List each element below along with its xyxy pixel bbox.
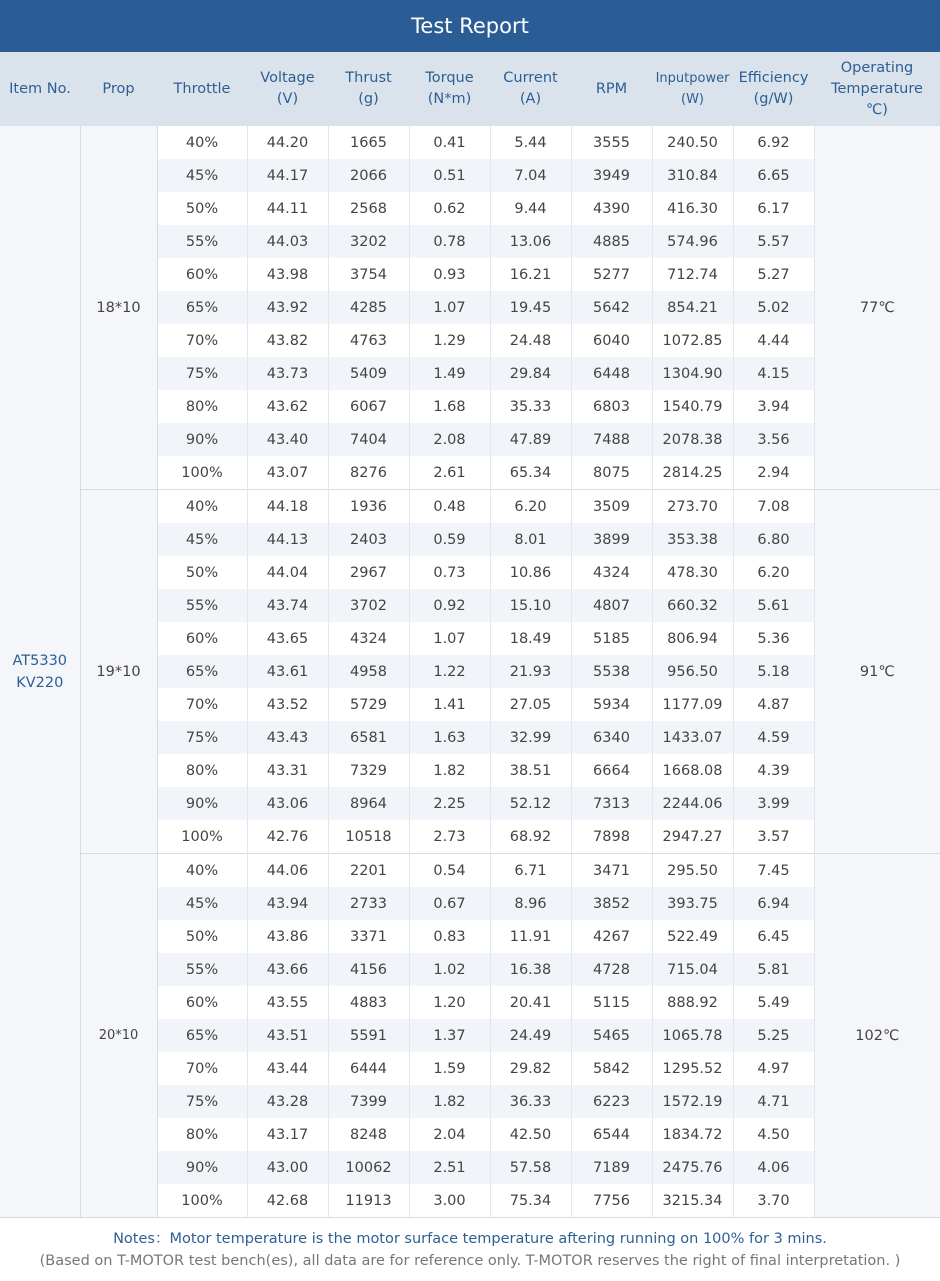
thrust-cell: 8248 bbox=[328, 1118, 409, 1151]
current-cell: 68.92 bbox=[490, 820, 571, 854]
inputpower-cell: 1668.08 bbox=[652, 754, 733, 787]
thrust-cell: 8276 bbox=[328, 456, 409, 490]
thrust-cell: 10518 bbox=[328, 820, 409, 854]
rpm-cell: 5642 bbox=[571, 291, 652, 324]
inputpower-cell: 1065.78 bbox=[652, 1019, 733, 1052]
inputpower-cell: 2475.76 bbox=[652, 1151, 733, 1184]
thrust-cell: 5591 bbox=[328, 1019, 409, 1052]
inputpower-cell: 1834.72 bbox=[652, 1118, 733, 1151]
inputpower-cell: 310.84 bbox=[652, 159, 733, 192]
thrust-cell: 2066 bbox=[328, 159, 409, 192]
rpm-cell: 4807 bbox=[571, 589, 652, 622]
notes-line-1: Notes：Motor temperature is the motor surface temperature aftering running on 100% for 3 mins. bbox=[113, 1230, 827, 1247]
thrust-cell: 2733 bbox=[328, 887, 409, 920]
item-model: AT5330 bbox=[12, 652, 68, 669]
throttle-cell: 50% bbox=[157, 920, 247, 953]
item-kv: KV220 bbox=[16, 674, 64, 691]
current-cell: 38.51 bbox=[490, 754, 571, 787]
torque-cell: 0.54 bbox=[409, 854, 490, 888]
thrust-cell: 3754 bbox=[328, 258, 409, 291]
throttle-cell: 70% bbox=[157, 688, 247, 721]
throttle-cell: 100% bbox=[157, 1184, 247, 1217]
rpm-cell: 7898 bbox=[571, 820, 652, 854]
torque-cell: 3.00 bbox=[409, 1184, 490, 1217]
thrust-cell: 10062 bbox=[328, 1151, 409, 1184]
current-cell: 42.50 bbox=[490, 1118, 571, 1151]
inputpower-cell: 2814.25 bbox=[652, 456, 733, 490]
efficiency-cell: 6.17 bbox=[733, 192, 814, 225]
thrust-cell: 7329 bbox=[328, 754, 409, 787]
test-report-table bbox=[0, 52, 940, 1217]
torque-cell: 0.93 bbox=[409, 258, 490, 291]
thrust-cell: 4763 bbox=[328, 324, 409, 357]
voltage-cell: 43.51 bbox=[247, 1019, 328, 1052]
throttle-cell: 50% bbox=[157, 556, 247, 589]
rpm-cell: 3509 bbox=[571, 490, 652, 524]
rpm-cell: 5934 bbox=[571, 688, 652, 721]
rpm-cell: 3949 bbox=[571, 159, 652, 192]
torque-cell: 0.41 bbox=[409, 126, 490, 159]
efficiency-cell: 6.20 bbox=[733, 556, 814, 589]
header-prop: Prop bbox=[80, 52, 157, 126]
header-rpm: RPM bbox=[571, 52, 652, 126]
torque-cell: 2.08 bbox=[409, 423, 490, 456]
report-title: Test Report bbox=[411, 14, 529, 38]
rpm-cell: 8075 bbox=[571, 456, 652, 490]
inputpower-cell: 295.50 bbox=[652, 854, 733, 888]
thrust-cell: 7404 bbox=[328, 423, 409, 456]
throttle-cell: 55% bbox=[157, 589, 247, 622]
torque-cell: 0.92 bbox=[409, 589, 490, 622]
voltage-cell: 43.66 bbox=[247, 953, 328, 986]
current-cell: 32.99 bbox=[490, 721, 571, 754]
current-cell: 6.20 bbox=[490, 490, 571, 524]
thrust-cell: 6444 bbox=[328, 1052, 409, 1085]
current-cell: 29.82 bbox=[490, 1052, 571, 1085]
voltage-cell: 44.17 bbox=[247, 159, 328, 192]
thrust-cell: 4883 bbox=[328, 986, 409, 1019]
torque-cell: 2.51 bbox=[409, 1151, 490, 1184]
throttle-cell: 45% bbox=[157, 887, 247, 920]
current-cell: 11.91 bbox=[490, 920, 571, 953]
current-cell: 27.05 bbox=[490, 688, 571, 721]
efficiency-cell: 6.80 bbox=[733, 523, 814, 556]
inputpower-cell: 416.30 bbox=[652, 192, 733, 225]
throttle-cell: 40% bbox=[157, 854, 247, 888]
throttle-cell: 65% bbox=[157, 1019, 247, 1052]
current-cell: 52.12 bbox=[490, 787, 571, 820]
thrust-cell: 4324 bbox=[328, 622, 409, 655]
inputpower-cell: 574.96 bbox=[652, 225, 733, 258]
rpm-cell: 6803 bbox=[571, 390, 652, 423]
efficiency-cell: 3.94 bbox=[733, 390, 814, 423]
rpm-cell: 4728 bbox=[571, 953, 652, 986]
voltage-cell: 43.17 bbox=[247, 1118, 328, 1151]
thrust-cell: 3702 bbox=[328, 589, 409, 622]
prop-cell: 20*10 bbox=[80, 854, 157, 1218]
throttle-cell: 100% bbox=[157, 820, 247, 854]
torque-cell: 1.20 bbox=[409, 986, 490, 1019]
torque-cell: 0.73 bbox=[409, 556, 490, 589]
torque-cell: 0.59 bbox=[409, 523, 490, 556]
voltage-cell: 44.18 bbox=[247, 490, 328, 524]
inputpower-cell: 715.04 bbox=[652, 953, 733, 986]
operating-temperature-cell: 102℃ bbox=[814, 854, 940, 1218]
throttle-cell: 65% bbox=[157, 291, 247, 324]
voltage-cell: 44.20 bbox=[247, 126, 328, 159]
throttle-cell: 70% bbox=[157, 1052, 247, 1085]
voltage-cell: 43.31 bbox=[247, 754, 328, 787]
current-cell: 10.86 bbox=[490, 556, 571, 589]
thrust-cell: 8964 bbox=[328, 787, 409, 820]
inputpower-cell: 1177.09 bbox=[652, 688, 733, 721]
efficiency-cell: 7.08 bbox=[733, 490, 814, 524]
efficiency-cell: 3.57 bbox=[733, 820, 814, 854]
voltage-cell: 42.76 bbox=[247, 820, 328, 854]
inputpower-cell: 393.75 bbox=[652, 887, 733, 920]
operating-temperature-cell: 91℃ bbox=[814, 490, 940, 854]
item-no-cell bbox=[0, 126, 80, 1217]
voltage-cell: 43.65 bbox=[247, 622, 328, 655]
torque-cell: 1.63 bbox=[409, 721, 490, 754]
inputpower-cell: 522.49 bbox=[652, 920, 733, 953]
rpm-cell: 6448 bbox=[571, 357, 652, 390]
inputpower-cell: 1304.90 bbox=[652, 357, 733, 390]
voltage-cell: 42.68 bbox=[247, 1184, 328, 1217]
rpm-cell: 5277 bbox=[571, 258, 652, 291]
header-inputpower: Inputpower (W) bbox=[652, 52, 733, 126]
voltage-cell: 43.61 bbox=[247, 655, 328, 688]
voltage-cell: 43.94 bbox=[247, 887, 328, 920]
header-item-no: Item No. bbox=[0, 52, 80, 126]
torque-cell: 0.62 bbox=[409, 192, 490, 225]
torque-cell: 1.59 bbox=[409, 1052, 490, 1085]
throttle-cell: 45% bbox=[157, 523, 247, 556]
voltage-cell: 43.74 bbox=[247, 589, 328, 622]
efficiency-cell: 5.25 bbox=[733, 1019, 814, 1052]
efficiency-cell: 4.15 bbox=[733, 357, 814, 390]
rpm-cell: 3852 bbox=[571, 887, 652, 920]
inputpower-cell: 956.50 bbox=[652, 655, 733, 688]
voltage-cell: 43.73 bbox=[247, 357, 328, 390]
thrust-cell: 3371 bbox=[328, 920, 409, 953]
throttle-cell: 80% bbox=[157, 390, 247, 423]
table-row bbox=[0, 126, 940, 159]
throttle-cell: 50% bbox=[157, 192, 247, 225]
operating-temperature-cell: 77℃ bbox=[814, 126, 940, 490]
throttle-cell: 40% bbox=[157, 490, 247, 524]
torque-cell: 0.83 bbox=[409, 920, 490, 953]
torque-cell: 1.41 bbox=[409, 688, 490, 721]
efficiency-cell: 5.27 bbox=[733, 258, 814, 291]
thrust-cell: 5409 bbox=[328, 357, 409, 390]
table-row bbox=[0, 490, 940, 524]
throttle-cell: 75% bbox=[157, 1085, 247, 1118]
rpm-cell: 5115 bbox=[571, 986, 652, 1019]
thrust-cell: 4958 bbox=[328, 655, 409, 688]
thrust-cell: 7399 bbox=[328, 1085, 409, 1118]
torque-cell: 1.82 bbox=[409, 754, 490, 787]
current-cell: 20.41 bbox=[490, 986, 571, 1019]
torque-cell: 1.07 bbox=[409, 291, 490, 324]
rpm-cell: 5842 bbox=[571, 1052, 652, 1085]
current-cell: 47.89 bbox=[490, 423, 571, 456]
inputpower-cell: 660.32 bbox=[652, 589, 733, 622]
throttle-cell: 90% bbox=[157, 423, 247, 456]
rpm-cell: 3899 bbox=[571, 523, 652, 556]
rpm-cell: 4324 bbox=[571, 556, 652, 589]
thrust-cell: 1665 bbox=[328, 126, 409, 159]
rpm-cell: 4390 bbox=[571, 192, 652, 225]
voltage-cell: 43.86 bbox=[247, 920, 328, 953]
rpm-cell: 4885 bbox=[571, 225, 652, 258]
efficiency-cell: 4.50 bbox=[733, 1118, 814, 1151]
prop-cell: 18*10 bbox=[80, 126, 157, 490]
inputpower-cell: 3215.34 bbox=[652, 1184, 733, 1217]
current-cell: 24.49 bbox=[490, 1019, 571, 1052]
throttle-cell: 60% bbox=[157, 986, 247, 1019]
voltage-cell: 43.40 bbox=[247, 423, 328, 456]
torque-cell: 2.73 bbox=[409, 820, 490, 854]
header-operating-temperature: Operating Temperature ℃) bbox=[814, 52, 940, 126]
current-cell: 8.01 bbox=[490, 523, 571, 556]
rpm-cell: 6040 bbox=[571, 324, 652, 357]
efficiency-cell: 3.70 bbox=[733, 1184, 814, 1217]
voltage-cell: 43.98 bbox=[247, 258, 328, 291]
throttle-cell: 80% bbox=[157, 1118, 247, 1151]
rpm-cell: 6544 bbox=[571, 1118, 652, 1151]
voltage-cell: 44.04 bbox=[247, 556, 328, 589]
rpm-cell: 5185 bbox=[571, 622, 652, 655]
throttle-cell: 75% bbox=[157, 357, 247, 390]
throttle-cell: 75% bbox=[157, 721, 247, 754]
inputpower-cell: 712.74 bbox=[652, 258, 733, 291]
torque-cell: 1.22 bbox=[409, 655, 490, 688]
inputpower-cell: 478.30 bbox=[652, 556, 733, 589]
current-cell: 65.34 bbox=[490, 456, 571, 490]
current-cell: 16.38 bbox=[490, 953, 571, 986]
current-cell: 24.48 bbox=[490, 324, 571, 357]
efficiency-cell: 4.44 bbox=[733, 324, 814, 357]
torque-cell: 1.07 bbox=[409, 622, 490, 655]
voltage-cell: 43.82 bbox=[247, 324, 328, 357]
voltage-cell: 43.44 bbox=[247, 1052, 328, 1085]
inputpower-cell: 2078.38 bbox=[652, 423, 733, 456]
torque-cell: 2.61 bbox=[409, 456, 490, 490]
table-header bbox=[0, 52, 940, 126]
current-cell: 13.06 bbox=[490, 225, 571, 258]
header-voltage: Voltage (V) bbox=[247, 52, 328, 126]
efficiency-cell: 4.39 bbox=[733, 754, 814, 787]
thrust-cell: 2967 bbox=[328, 556, 409, 589]
current-cell: 35.33 bbox=[490, 390, 571, 423]
voltage-cell: 43.62 bbox=[247, 390, 328, 423]
efficiency-cell: 5.18 bbox=[733, 655, 814, 688]
throttle-cell: 90% bbox=[157, 787, 247, 820]
voltage-cell: 43.52 bbox=[247, 688, 328, 721]
throttle-cell: 60% bbox=[157, 258, 247, 291]
current-cell: 75.34 bbox=[490, 1184, 571, 1217]
efficiency-cell: 6.65 bbox=[733, 159, 814, 192]
inputpower-cell: 1572.19 bbox=[652, 1085, 733, 1118]
throttle-cell: 55% bbox=[157, 225, 247, 258]
efficiency-cell: 5.81 bbox=[733, 953, 814, 986]
efficiency-cell: 4.71 bbox=[733, 1085, 814, 1118]
current-cell: 57.58 bbox=[490, 1151, 571, 1184]
torque-cell: 0.67 bbox=[409, 887, 490, 920]
efficiency-cell: 7.45 bbox=[733, 854, 814, 888]
voltage-cell: 43.00 bbox=[247, 1151, 328, 1184]
report-title-bar bbox=[0, 0, 940, 52]
voltage-cell: 44.03 bbox=[247, 225, 328, 258]
throttle-cell: 45% bbox=[157, 159, 247, 192]
throttle-cell: 70% bbox=[157, 324, 247, 357]
voltage-cell: 44.06 bbox=[247, 854, 328, 888]
current-cell: 6.71 bbox=[490, 854, 571, 888]
table-body bbox=[0, 126, 940, 1217]
efficiency-cell: 4.97 bbox=[733, 1052, 814, 1085]
torque-cell: 0.51 bbox=[409, 159, 490, 192]
voltage-cell: 43.07 bbox=[247, 456, 328, 490]
inputpower-cell: 353.38 bbox=[652, 523, 733, 556]
efficiency-cell: 5.61 bbox=[733, 589, 814, 622]
header-efficiency: Efficiency (g/W) bbox=[733, 52, 814, 126]
throttle-cell: 55% bbox=[157, 953, 247, 986]
voltage-cell: 44.13 bbox=[247, 523, 328, 556]
header-current: Current (A) bbox=[490, 52, 571, 126]
torque-cell: 1.82 bbox=[409, 1085, 490, 1118]
inputpower-cell: 806.94 bbox=[652, 622, 733, 655]
current-cell: 8.96 bbox=[490, 887, 571, 920]
rpm-cell: 7313 bbox=[571, 787, 652, 820]
throttle-cell: 65% bbox=[157, 655, 247, 688]
rpm-cell: 3471 bbox=[571, 854, 652, 888]
throttle-cell: 40% bbox=[157, 126, 247, 159]
rpm-cell: 6340 bbox=[571, 721, 652, 754]
header-thrust: Thrust (g) bbox=[328, 52, 409, 126]
current-cell: 19.45 bbox=[490, 291, 571, 324]
throttle-cell: 90% bbox=[157, 1151, 247, 1184]
torque-cell: 1.68 bbox=[409, 390, 490, 423]
inputpower-cell: 273.70 bbox=[652, 490, 733, 524]
notes bbox=[0, 1217, 940, 1281]
torque-cell: 0.48 bbox=[409, 490, 490, 524]
rpm-cell: 6223 bbox=[571, 1085, 652, 1118]
rpm-cell: 4267 bbox=[571, 920, 652, 953]
current-cell: 5.44 bbox=[490, 126, 571, 159]
rpm-cell: 7189 bbox=[571, 1151, 652, 1184]
inputpower-cell: 1433.07 bbox=[652, 721, 733, 754]
torque-cell: 0.78 bbox=[409, 225, 490, 258]
current-cell: 18.49 bbox=[490, 622, 571, 655]
voltage-cell: 43.43 bbox=[247, 721, 328, 754]
efficiency-cell: 4.87 bbox=[733, 688, 814, 721]
notes-line-2: (Based on T-MOTOR test bench(es), all data are for reference only. T-MOTOR reserves the right of final interpretation. ) bbox=[39, 1252, 901, 1269]
torque-cell: 1.02 bbox=[409, 953, 490, 986]
current-cell: 16.21 bbox=[490, 258, 571, 291]
inputpower-cell: 1540.79 bbox=[652, 390, 733, 423]
current-cell: 21.93 bbox=[490, 655, 571, 688]
current-cell: 15.10 bbox=[490, 589, 571, 622]
thrust-cell: 3202 bbox=[328, 225, 409, 258]
torque-cell: 2.25 bbox=[409, 787, 490, 820]
thrust-cell: 4156 bbox=[328, 953, 409, 986]
inputpower-cell: 1295.52 bbox=[652, 1052, 733, 1085]
efficiency-cell: 3.56 bbox=[733, 423, 814, 456]
thrust-cell: 4285 bbox=[328, 291, 409, 324]
efficiency-cell: 4.59 bbox=[733, 721, 814, 754]
header-throttle: Throttle bbox=[157, 52, 247, 126]
voltage-cell: 43.55 bbox=[247, 986, 328, 1019]
inputpower-cell: 2947.27 bbox=[652, 820, 733, 854]
torque-cell: 1.29 bbox=[409, 324, 490, 357]
efficiency-cell: 4.06 bbox=[733, 1151, 814, 1184]
header-torque: Torque (N*m) bbox=[409, 52, 490, 126]
rpm-cell: 6664 bbox=[571, 754, 652, 787]
rpm-cell: 5465 bbox=[571, 1019, 652, 1052]
thrust-cell: 11913 bbox=[328, 1184, 409, 1217]
efficiency-cell: 6.92 bbox=[733, 126, 814, 159]
inputpower-cell: 854.21 bbox=[652, 291, 733, 324]
efficiency-cell: 5.57 bbox=[733, 225, 814, 258]
current-cell: 29.84 bbox=[490, 357, 571, 390]
torque-cell: 2.04 bbox=[409, 1118, 490, 1151]
rpm-cell: 7756 bbox=[571, 1184, 652, 1217]
inputpower-cell: 1072.85 bbox=[652, 324, 733, 357]
voltage-cell: 43.28 bbox=[247, 1085, 328, 1118]
thrust-cell: 2201 bbox=[328, 854, 409, 888]
inputpower-cell: 2244.06 bbox=[652, 787, 733, 820]
voltage-cell: 43.92 bbox=[247, 291, 328, 324]
torque-cell: 1.37 bbox=[409, 1019, 490, 1052]
thrust-cell: 2568 bbox=[328, 192, 409, 225]
rpm-cell: 5538 bbox=[571, 655, 652, 688]
efficiency-cell: 5.49 bbox=[733, 986, 814, 1019]
efficiency-cell: 6.45 bbox=[733, 920, 814, 953]
thrust-cell: 2403 bbox=[328, 523, 409, 556]
inputpower-cell: 888.92 bbox=[652, 986, 733, 1019]
efficiency-cell: 6.94 bbox=[733, 887, 814, 920]
torque-cell: 1.49 bbox=[409, 357, 490, 390]
efficiency-cell: 5.36 bbox=[733, 622, 814, 655]
prop-cell: 19*10 bbox=[80, 490, 157, 854]
efficiency-cell: 2.94 bbox=[733, 456, 814, 490]
voltage-cell: 44.11 bbox=[247, 192, 328, 225]
thrust-cell: 5729 bbox=[328, 688, 409, 721]
table-row bbox=[0, 854, 940, 888]
efficiency-cell: 5.02 bbox=[733, 291, 814, 324]
inputpower-cell: 240.50 bbox=[652, 126, 733, 159]
throttle-cell: 60% bbox=[157, 622, 247, 655]
current-cell: 9.44 bbox=[490, 192, 571, 225]
rpm-cell: 7488 bbox=[571, 423, 652, 456]
thrust-cell: 1936 bbox=[328, 490, 409, 524]
rpm-cell: 3555 bbox=[571, 126, 652, 159]
voltage-cell: 43.06 bbox=[247, 787, 328, 820]
efficiency-cell: 3.99 bbox=[733, 787, 814, 820]
thrust-cell: 6581 bbox=[328, 721, 409, 754]
current-cell: 7.04 bbox=[490, 159, 571, 192]
throttle-cell: 100% bbox=[157, 456, 247, 490]
throttle-cell: 80% bbox=[157, 754, 247, 787]
current-cell: 36.33 bbox=[490, 1085, 571, 1118]
thrust-cell: 6067 bbox=[328, 390, 409, 423]
